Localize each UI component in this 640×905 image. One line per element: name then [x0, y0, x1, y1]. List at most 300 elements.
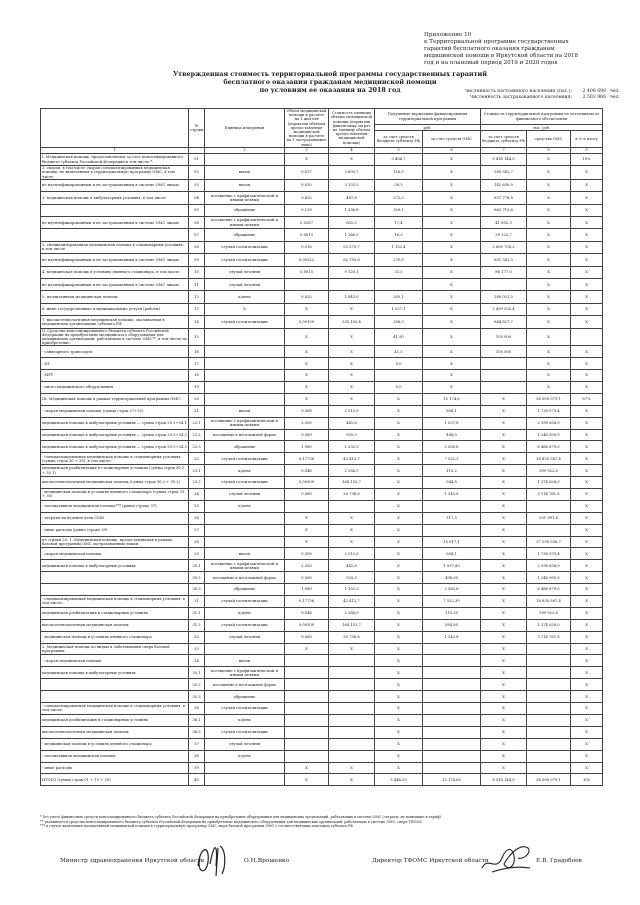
table-row — [41, 429, 603, 441]
row-oms-total: X — [527, 153, 571, 165]
footnote: ** указываются средства консолидированного бюджета субъекта Российской Федерации на приобретение медицинского оборудования для медицинских организаций, работающих в системе ОМС, сверх ТПОМС. — [40, 819, 424, 824]
row-volume: X — [285, 524, 329, 536]
row-label: 1. скорая, в том числе скорая специализированная медицинская помощь, не включенная в территориальную программу ОМС, в том числе — [41, 166, 189, 180]
row-share: X — [571, 667, 603, 679]
row-volume: 0,0010 — [285, 229, 329, 241]
row-budget-total: X — [481, 607, 527, 619]
row-budget-total: 8 418 144,0 — [481, 153, 527, 165]
row-label: - иные расходы (равно строке 39) — [41, 524, 189, 536]
stat-label: Численность застрахованного населения: — [469, 95, 572, 100]
row-share: X — [571, 489, 603, 501]
row-unit — [205, 536, 285, 548]
row-oms-per-capita: X — [423, 358, 481, 370]
row-number: 21 — [189, 405, 205, 417]
row-unit: вызов — [205, 548, 285, 560]
row-oms-per-capita: 110,2 — [423, 465, 481, 477]
row-number: 01 — [189, 153, 205, 165]
table-row — [41, 241, 603, 253]
row-volume: 0,035 — [285, 179, 329, 191]
table-row — [41, 254, 603, 266]
row-volume: 1,980 — [285, 441, 329, 453]
row-oms-per-capita: X — [423, 153, 481, 165]
row-budget-per-capita: X — [375, 596, 423, 608]
row-label: - специализированная медицинская помощь в стационарных условиях, в том числе: — [41, 596, 189, 608]
row-unit — [205, 346, 285, 358]
row-budget-per-capita: X — [375, 714, 423, 726]
row-unit — [205, 382, 285, 394]
row-share: X — [571, 278, 603, 290]
row-label: высокотехнологичная медицинская помощь — [41, 726, 189, 738]
row-unit: случай госпитализации — [205, 316, 285, 328]
row-budget-per-capita: X — [375, 691, 423, 703]
row-budget-total: X — [481, 703, 527, 715]
row-share — [571, 328, 603, 346]
row-unit — [205, 524, 285, 536]
row-oms-total — [527, 500, 571, 512]
row-budget-per-capita: 16,3 — [375, 229, 423, 241]
row-oms-total: 2 598 634,9 — [527, 417, 571, 429]
row-cost — [329, 667, 375, 679]
row-cost: 3 133,5 — [329, 179, 375, 191]
row-cost — [329, 726, 375, 738]
row-budget-total: X — [481, 750, 527, 762]
row-budget-per-capita: X — [375, 655, 423, 667]
row-volume: 0,17736 — [285, 596, 329, 608]
row-unit — [205, 774, 285, 786]
row-share: X — [571, 441, 603, 453]
row-label: медицинская помощь в амбулаторных условиях — [41, 667, 189, 679]
row-unit — [205, 393, 285, 405]
row-oms-total — [527, 679, 571, 691]
row-share: X — [571, 750, 603, 762]
row-budget-per-capita: X — [375, 417, 423, 429]
row-volume: 0,025 — [285, 291, 329, 303]
row-label — [41, 691, 189, 703]
row-volume: 0,560 — [285, 429, 329, 441]
row-label: III. Медицинская помощь в рамках территориальной программы ОМС: — [41, 393, 189, 405]
row-unit: обращение — [205, 584, 285, 596]
row-label: медицинская реабилитация в стационарных условиях (сумма строк 30.1 + 35.1) — [41, 465, 189, 477]
row-cost — [329, 500, 375, 512]
table-row — [41, 166, 603, 180]
column-number: 1 — [41, 147, 189, 153]
row-volume: 2,350 — [285, 560, 329, 572]
row-share: X — [571, 726, 603, 738]
row-label: - иного медицинского оборудования — [41, 382, 189, 394]
row-oms-per-capita: 584,8 — [423, 477, 481, 489]
row-label: медицинская помощь в амбулаторных условиях — [41, 560, 189, 572]
row-oms-per-capita — [423, 703, 481, 715]
row-budget-per-capita: X — [375, 619, 423, 631]
row-oms-per-capita: X — [423, 303, 481, 315]
row-budget-total: 2 499 520,4 — [481, 303, 527, 315]
row-volume: 0,825 — [285, 192, 329, 204]
row-budget-per-capita: X — [375, 572, 423, 584]
row-share: X — [571, 738, 603, 750]
row-budget-total: 280 021,3 — [481, 291, 527, 303]
row-label: не идентифицированным и не застрахованным в системе ОМС лицам — [41, 278, 189, 290]
row-oms-per-capita: X — [423, 382, 481, 394]
row-share: 100 — [571, 774, 603, 786]
row-budget-total — [481, 358, 527, 370]
row-budget-per-capita — [375, 370, 423, 382]
row-label: высокотехнологичная медицинская помощь — [41, 619, 189, 631]
table-row — [41, 316, 603, 328]
row-budget-per-capita: 272,2 — [375, 192, 423, 204]
row-label: - медицинская помощь в условиях дневного стационара (сумма строк 31 + 36) — [41, 489, 189, 501]
row-budget-total: X — [481, 405, 527, 417]
row-oms-total: X — [527, 291, 571, 303]
table-row — [41, 572, 603, 584]
row-oms-total: X — [527, 266, 571, 278]
row-volume: X — [285, 153, 329, 165]
row-cost — [329, 703, 375, 715]
row-share: X — [571, 584, 603, 596]
row-budget-total: X — [481, 714, 527, 726]
row-oms-per-capita — [423, 762, 481, 774]
row-share: X — [571, 370, 603, 382]
row-oms-total: X — [527, 254, 571, 266]
row-cost: 602,5 — [329, 217, 375, 229]
row-oms-per-capita: 15 174,60 — [423, 774, 481, 786]
row-number: 31.2 — [189, 619, 205, 631]
row-cost: X — [329, 328, 375, 346]
row-cost — [329, 750, 375, 762]
row-label: I. Медицинская помощь, предоставляемая за счет консолидированного бюджета субъекта Российской Федерации в том числе *: — [41, 153, 189, 165]
row-oms-total — [527, 643, 571, 655]
row-oms-total: 3 114 761,8 — [527, 489, 571, 501]
row-oms-per-capita: X — [423, 328, 481, 346]
left-signatory-name: О.Н.Ярошенко — [244, 858, 290, 864]
row-oms-total: 6 466 679,0 — [527, 441, 571, 453]
row-share: X — [571, 241, 603, 253]
row-oms-total: 1 374 628,0 — [527, 477, 571, 489]
row-volume: X — [285, 328, 329, 346]
row-oms-total: 1 246 999,9 — [527, 572, 571, 584]
row-share: X — [571, 691, 603, 703]
row-unit: к/день — [205, 607, 285, 619]
row-cost: 164 153,7 — [329, 619, 375, 631]
table-row — [41, 393, 603, 405]
row-budget-total: X — [481, 667, 527, 679]
row-unit: случай лечения — [205, 266, 285, 278]
row-number: 23.2 — [189, 477, 205, 489]
row-unit: вызов — [205, 179, 285, 191]
row-label: - паллиативная медицинская помощь*** (равно строке 37) — [41, 500, 189, 512]
header-by-source: Стоимость территориальной программы по источникам ее финансового обеспечения — [481, 109, 603, 125]
row-label: 5. паллиативная медицинская помощь — [41, 291, 189, 303]
column-number: 4 — [329, 147, 375, 153]
row-oms-per-capita: 1 243,8 — [423, 489, 481, 501]
row-number: 09 — [189, 254, 205, 266]
row-oms-per-capita: X — [423, 166, 481, 180]
row-budget-total: 39 322,7 — [481, 229, 527, 241]
row-oms-total: 1 374 628,0 — [527, 619, 571, 631]
row-label: - скорая медицинская помощь (сумма строк 27+32) — [41, 405, 189, 417]
row-budget-total: X — [481, 536, 527, 548]
row-unit: к/день — [205, 714, 285, 726]
row-volume: 0,048 — [285, 465, 329, 477]
row-cost: X — [329, 382, 375, 394]
row-oms-per-capita: 217,3 — [423, 512, 481, 524]
column-number: 7 — [481, 147, 527, 153]
row-share: X — [571, 254, 603, 266]
row-share: X — [571, 631, 603, 643]
row-unit: посещение в неотложной форме — [205, 679, 285, 691]
row-number: 31.1 — [189, 607, 205, 619]
row-unit: обращение — [205, 441, 285, 453]
row-number: 30.3 — [189, 584, 205, 596]
table-row — [41, 762, 603, 774]
row-label — [41, 584, 189, 596]
row-number: 37 — [189, 738, 205, 750]
row-volume — [285, 714, 329, 726]
row-oms-total — [527, 714, 571, 726]
row-volume — [285, 500, 329, 512]
appendix-line: к Территориальной программе государственных — [424, 39, 569, 45]
row-oms-total: 38 000 079,1 — [527, 393, 571, 405]
table-row — [41, 524, 603, 536]
stat-value: 2 503 966 — [582, 95, 606, 100]
cost-table — [40, 108, 603, 786]
row-oms-per-capita — [423, 679, 481, 691]
header-oms-per-capita: за счет средств ОМС — [423, 131, 481, 147]
row-oms-per-capita: X — [423, 278, 481, 290]
row-unit: к/день — [205, 465, 285, 477]
row-budget-total: X — [481, 548, 527, 560]
row-oms-per-capita: X — [423, 192, 481, 204]
row-label: 6. иные государственные и муниципальные услуги (работы) — [41, 303, 189, 315]
row-unit: вызов — [205, 166, 285, 180]
left-handwritten-signature — [192, 836, 238, 882]
row-budget-per-capita: X — [375, 477, 423, 489]
table-row — [41, 346, 603, 358]
row-volume: 0,00300 — [285, 619, 329, 631]
row-volume: X — [285, 512, 329, 524]
table-row — [41, 489, 603, 501]
row-volume: 0,037 — [285, 166, 329, 180]
row-volume: 0,060 — [285, 631, 329, 643]
row-number: 08 — [189, 241, 205, 253]
table-row — [41, 631, 603, 643]
row-cost: 164 153,7 — [329, 477, 375, 489]
row-budget-per-capita: 3 404,7 — [375, 153, 423, 165]
table-row — [41, 643, 603, 655]
row-unit — [205, 762, 285, 774]
row-cost: 1 292,3 — [329, 441, 375, 453]
row-oms-total: X — [527, 316, 571, 328]
stat-value: 2 408 698 — [582, 89, 606, 94]
row-label: - специализированная медицинская помощь в стационарных условиях (сумма строк 30 + 35), в том числе: — [41, 453, 189, 465]
row-number: 33 — [189, 643, 205, 655]
row-oms-per-capita: X — [423, 346, 481, 358]
row-cost — [329, 714, 375, 726]
row-volume — [285, 655, 329, 667]
row-unit: случай госпитализации — [205, 453, 285, 465]
row-budget-per-capita: 0,0 — [375, 358, 423, 370]
row-oms-total — [527, 667, 571, 679]
row-oms-per-capita: 2 585,6 — [423, 584, 481, 596]
row-number: 40 — [189, 774, 205, 786]
row-unit: посещение с профилактической и иными целями — [205, 192, 285, 204]
row-oms-per-capita — [423, 691, 481, 703]
row-cost: X — [329, 346, 375, 358]
row-budget-per-capita — [375, 278, 423, 290]
row-number: 22.3 — [189, 441, 205, 453]
column-number: 6 — [423, 147, 481, 153]
row-volume: 0,17736 — [285, 453, 329, 465]
row-number: 35.1 — [189, 667, 205, 679]
row-oms-total: 399 922,6 — [527, 465, 571, 477]
table-row — [41, 560, 603, 572]
row-label: медицинская реабилитация в стационарных условиях — [41, 714, 189, 726]
header-budget-per-capita: за счет средств бюджета субъекта РФ — [375, 131, 423, 147]
row-oms-total: X — [527, 382, 571, 394]
column-number: 9 — [571, 147, 603, 153]
row-unit — [205, 153, 285, 165]
table-row — [41, 370, 603, 382]
row-oms-per-capita: X — [423, 179, 481, 191]
row-cost: X — [329, 536, 375, 548]
row-share: X — [571, 619, 603, 631]
row-number: 35.2 — [189, 679, 205, 691]
row-number: 35.3 — [189, 691, 205, 703]
row-volume: X — [285, 643, 329, 655]
row-oms-total: 1 246 999,9 — [527, 429, 571, 441]
row-budget-per-capita: X — [375, 667, 423, 679]
row-unit: случай госпитализации — [205, 703, 285, 715]
row-cost: 441,6 — [329, 417, 375, 429]
row-budget-per-capita: X — [375, 536, 423, 548]
table-header — [41, 109, 603, 154]
header-row-number: № строки — [189, 109, 205, 148]
table-row — [41, 679, 603, 691]
row-unit: вызов — [205, 405, 285, 417]
row-cost: 2 284,9 — [329, 465, 375, 477]
row-share: X — [571, 524, 603, 536]
row-budget-total: X — [481, 489, 527, 501]
row-share: X — [571, 429, 603, 441]
row-oms-total: X — [527, 370, 571, 382]
row-budget-per-capita: X — [375, 750, 423, 762]
table-row — [41, 204, 603, 216]
row-share: X — [571, 453, 603, 465]
row-cost: X — [329, 370, 375, 382]
row-number: 25 — [189, 500, 205, 512]
row-share: X — [571, 229, 603, 241]
table-row — [41, 774, 603, 786]
row-budget-total: X — [481, 596, 527, 608]
row-oms-per-capita: 15 174,6 — [423, 393, 481, 405]
row-label: - специализированная медицинская помощь в стационарных условиях, в том числе: — [41, 703, 189, 715]
table-row — [41, 192, 603, 204]
row-volume: X — [285, 346, 329, 358]
table-row — [41, 291, 603, 303]
row-volume — [285, 738, 329, 750]
row-budget-total — [481, 382, 527, 394]
row-number: 05 — [189, 204, 205, 216]
row-cost: X — [329, 358, 375, 370]
row-number: 36.1 — [189, 714, 205, 726]
row-share: X — [571, 536, 603, 548]
row-budget-per-capita: X — [375, 441, 423, 453]
row-cost: 42 412,7 — [329, 453, 375, 465]
row-budget-per-capita: X — [375, 524, 423, 536]
header-volume: Объем медицинской помощи в расчете на 1 жителя (норматив объемов предоставления медицинской помощи в расчете на 1 застрахованное лицо) — [286, 109, 327, 147]
row-cost — [329, 278, 375, 290]
table-row — [41, 217, 603, 229]
row-label: не идентифицированным и не застрахованным в системе ОМС лицам — [41, 254, 189, 266]
title-line: бесплатного оказания гражданам медицинской помощи — [223, 78, 437, 86]
row-volume — [285, 750, 329, 762]
row-oms-per-capita: 498,00 — [423, 572, 481, 584]
row-budget-per-capita: X — [375, 500, 423, 512]
footnote: * без учета финансовых средств консолидированного бюджета субъекта Российской Федерации на приобретение оборудования для медицинских организаций, работающих в системе ОМС (затраты, не вошедшие в тариф). — [40, 815, 442, 819]
row-oms-per-capita: 604,1 — [423, 548, 481, 560]
table-row — [41, 548, 603, 560]
row-oms-total: 18 835 587,4 — [527, 453, 571, 465]
row-label: медицинская помощь в амбулаторных условиях — сумма строк 29.3+34.3 — [41, 441, 189, 453]
row-oms-per-capita — [423, 500, 481, 512]
row-cost: X — [329, 393, 375, 405]
row-unit: обращение — [205, 229, 285, 241]
row-budget-total — [481, 278, 527, 290]
table-body — [41, 153, 603, 785]
row-label: медицинская реабилитация в стационарных условиях — [41, 607, 189, 619]
row-share: 10% — [571, 153, 603, 165]
row-oms-per-capita — [423, 714, 481, 726]
row-volume: X — [285, 774, 329, 786]
row-number: 34 — [189, 655, 205, 667]
row-share: X — [571, 762, 603, 774]
appendix-line: гарантий бесплатного оказания гражданам — [424, 46, 555, 52]
row-share: X — [571, 179, 603, 191]
column-number: 2 — [205, 147, 285, 153]
row-oms-per-capita: X — [423, 241, 481, 253]
row-label: - паллиативная медицинская помощь — [41, 750, 189, 762]
row-volume: 1,980 — [285, 584, 329, 596]
row-oms-per-capita — [423, 750, 481, 762]
table-row — [41, 536, 603, 548]
row-number: 23.1 — [189, 465, 205, 477]
row-number: 28 — [189, 536, 205, 548]
row-share: X — [571, 316, 603, 328]
row-oms-per-capita: X — [423, 316, 481, 328]
appendix-line: год и на плановый период 2019 и 2020 годов — [424, 60, 558, 66]
row-number: 15 — [189, 328, 205, 346]
row-cost: X — [329, 512, 375, 524]
row-budget-total: X — [481, 429, 527, 441]
row-oms-total — [527, 738, 571, 750]
row-budget-per-capita: X — [375, 548, 423, 560]
row-label: ИТОГО (сумма строк 01 + 15 + 20) — [41, 774, 189, 786]
row-budget-total: X — [481, 417, 527, 429]
row-share: X — [571, 655, 603, 667]
row-cost: X — [329, 643, 375, 655]
table-row — [41, 750, 603, 762]
row-oms-per-capita: X — [423, 217, 481, 229]
row-label: 7. высокотехнологичная медицинская помощь, оказываемая в медицинских организациях субъекта РФ — [41, 316, 189, 328]
row-cost: X — [329, 303, 375, 315]
row-oms-total: X — [527, 346, 571, 358]
row-share: X — [571, 417, 603, 429]
row-cost: 1 292,3 — [329, 584, 375, 596]
row-cost: 925,3 — [329, 429, 375, 441]
row-cost: X — [329, 524, 375, 536]
row-share: X — [571, 382, 603, 394]
row-cost: 9 120,1 — [329, 266, 375, 278]
row-oms-per-capita: 1 037,8 — [423, 417, 481, 429]
